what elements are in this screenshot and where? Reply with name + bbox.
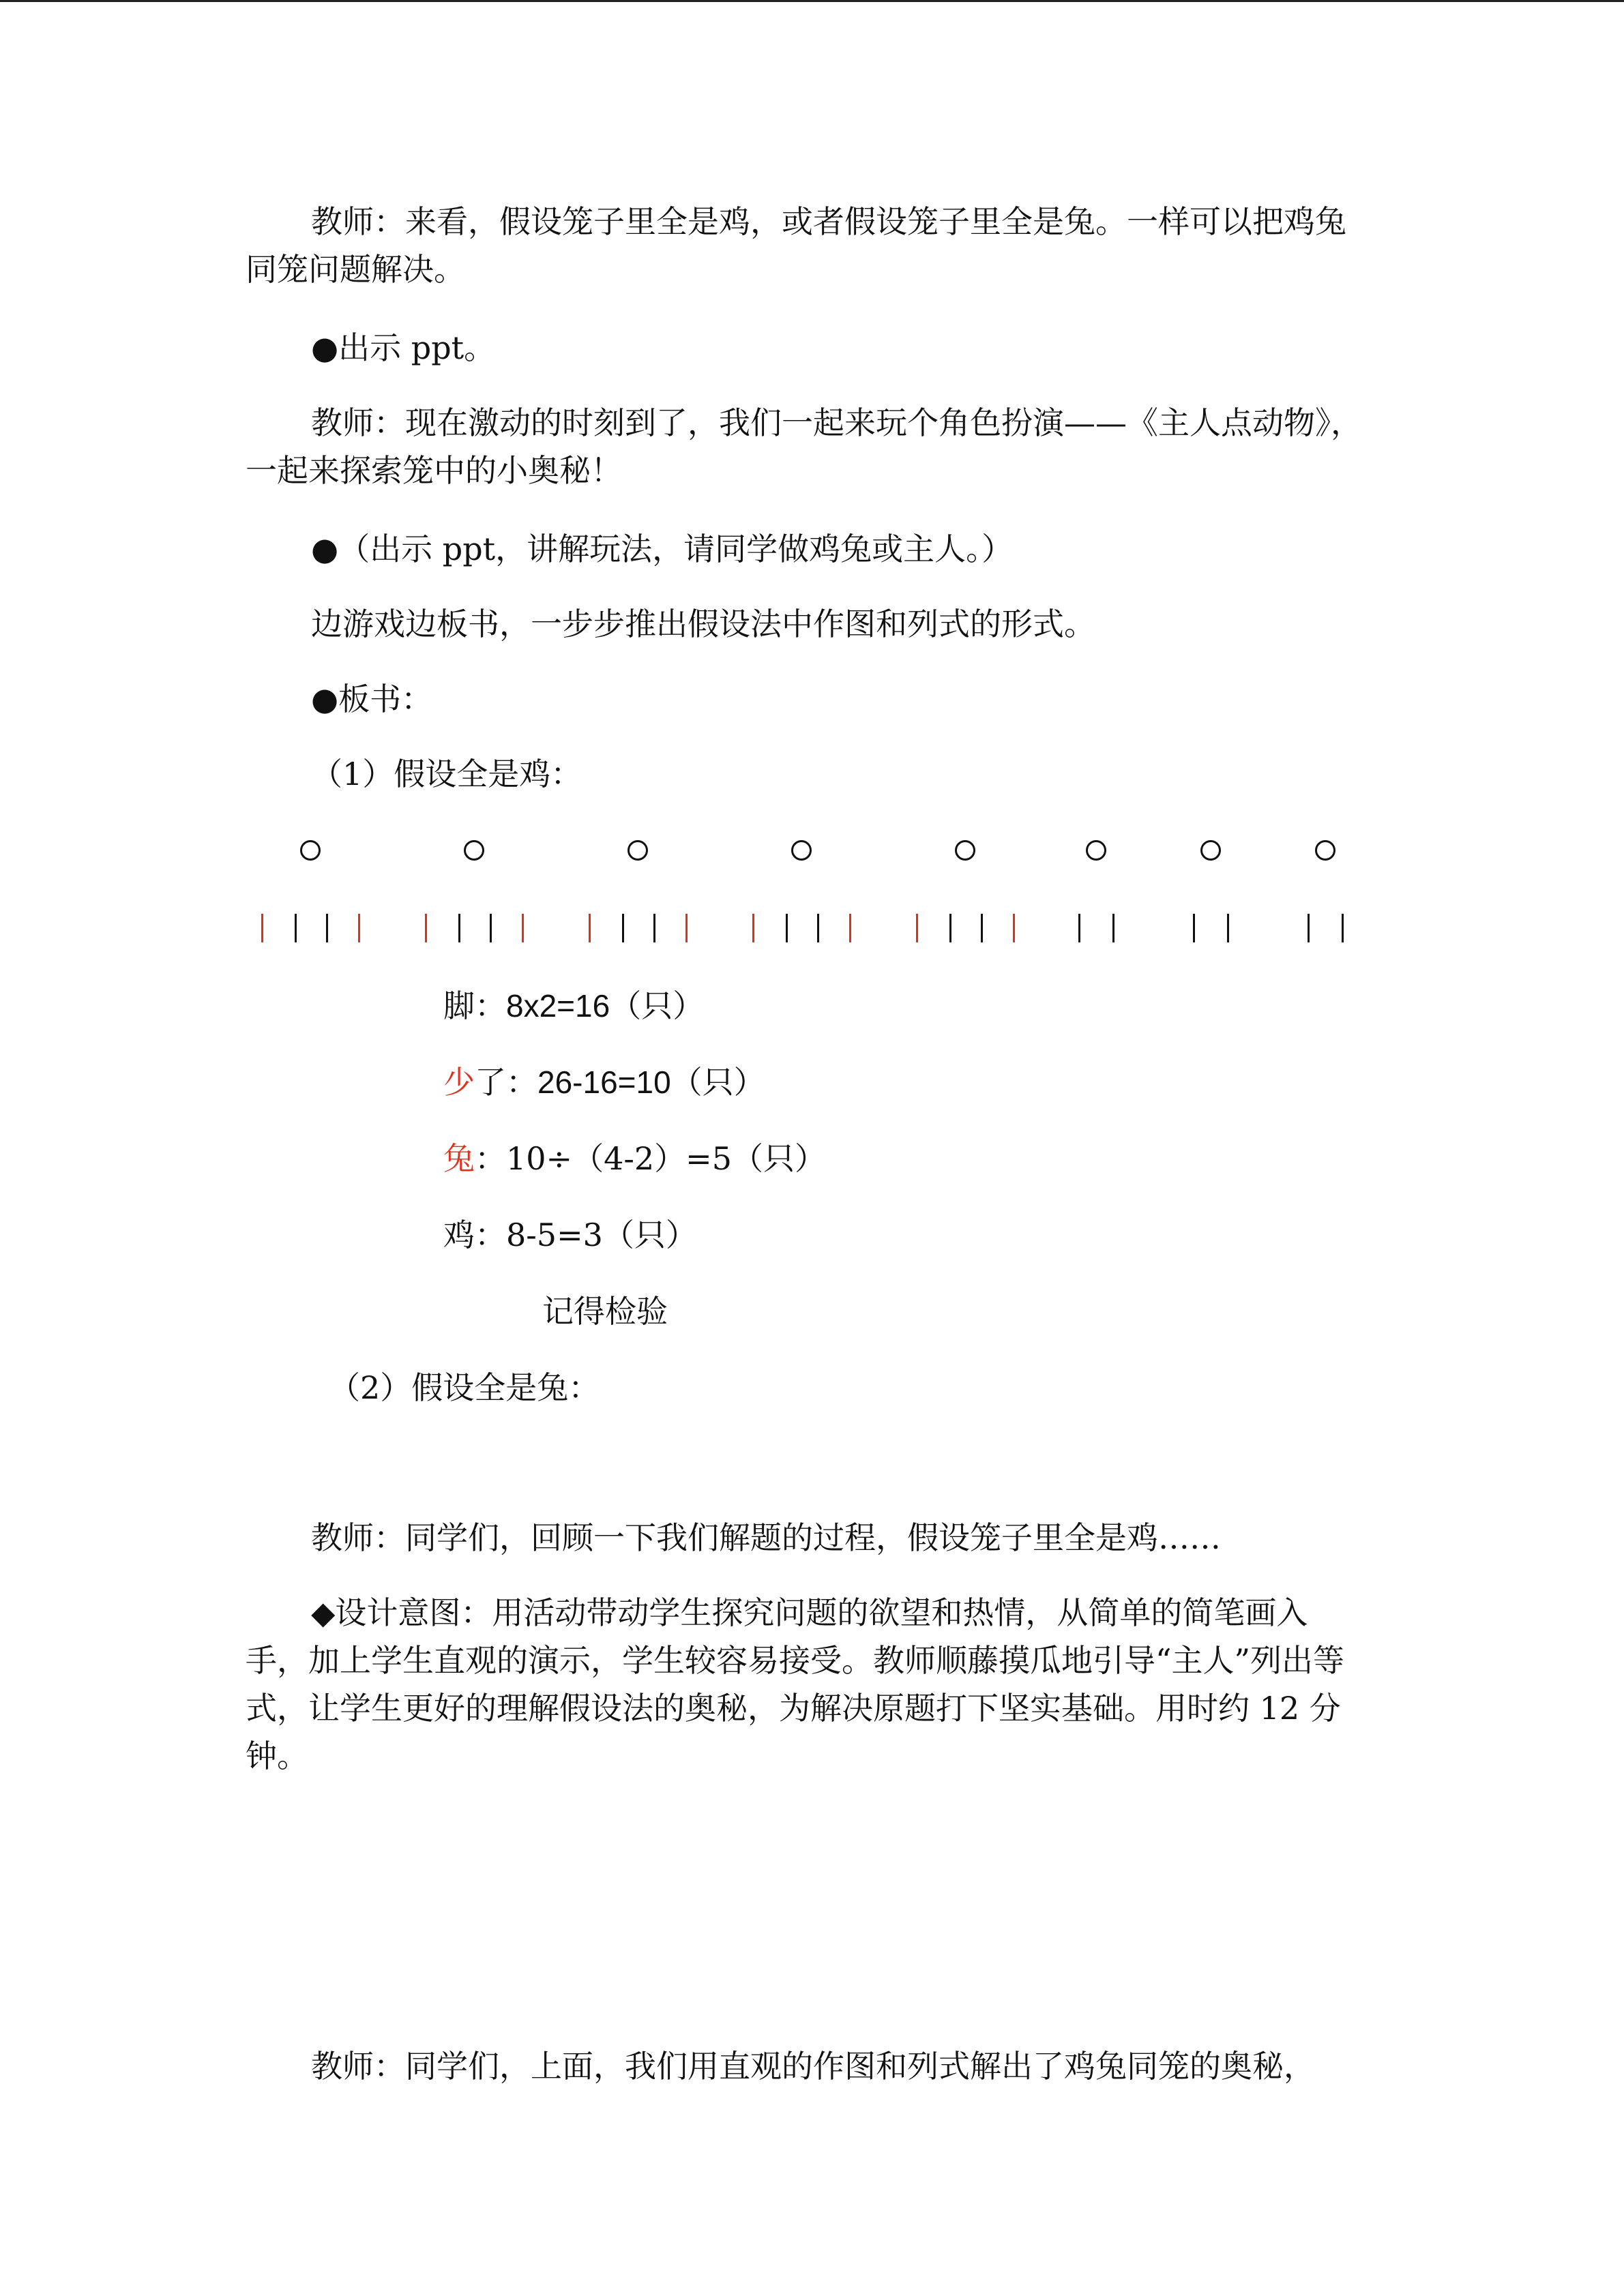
extra-rabbit-leg: [261, 914, 263, 942]
leg-stroke: [817, 914, 819, 942]
leg-stroke: [1193, 914, 1195, 942]
leg-stroke: [295, 914, 297, 942]
leg-stroke: [949, 914, 951, 942]
leg-stroke: [1112, 914, 1114, 942]
extra-rabbit-leg: [916, 914, 918, 942]
equation-feet: 脚：8x2=16（只）: [443, 987, 705, 1024]
paragraph-board-writing-note: 边游戏边板书，一步步推出假设法中作图和列式的形式。: [311, 606, 1095, 642]
bullet-board-writing: ●板书：: [311, 681, 433, 717]
leg-stroke: [326, 914, 328, 942]
leg-stroke: [786, 914, 788, 942]
remember-to-check: 记得检验: [542, 1293, 668, 1330]
bullet-game-instructions: ●（出示 ppt，讲解玩法，请同学做鸡兔或主人。）: [311, 531, 1014, 567]
leg-stroke: [1342, 914, 1344, 942]
heading-assume-rabbits: （2）假设全是兔：: [329, 1369, 600, 1406]
leg-stroke: [1308, 914, 1310, 942]
equation-chickens: 鸡：8-5=3（只）: [443, 1217, 697, 1253]
leg-stroke: [1227, 914, 1229, 942]
highlight-tu: 兔: [443, 1140, 475, 1177]
extra-rabbit-leg: [1013, 914, 1015, 942]
highlight-shao: 少: [443, 1064, 475, 1101]
animal-head-circle: [1086, 840, 1106, 861]
leg-stroke: [653, 914, 655, 942]
animal-head-circle: [464, 840, 484, 861]
equation-rabbits: 兔：10÷（4-2）=5（只）: [443, 1140, 826, 1177]
animal-head-circle: [628, 840, 648, 861]
extra-rabbit-leg: [752, 914, 754, 942]
animal-head-circle: [955, 840, 975, 861]
leg-stroke: [458, 914, 460, 942]
leg-stroke: [981, 914, 983, 942]
animal-head-circle: [791, 840, 812, 861]
extra-rabbit-leg: [425, 914, 427, 942]
leg-stroke: [622, 914, 624, 942]
extra-rabbit-leg: [849, 914, 851, 942]
paragraph-design-intent: ◆设计意图：用活动带动学生探究问题的欲望和热情，从简单的简笔画入手，加上学生直观的演示，学生较容易接受。教师顺藤摸瓜地引导“主人”列出等式，让学生更好的理解假设法的奥秘，为解决原题打下坚实基础。用时约 12 分钟。: [246, 1594, 1345, 1774]
leg-stroke: [490, 914, 492, 942]
bullet-show-ppt: ●出示 ppt。: [311, 329, 496, 366]
paragraph-conclusion: 教师：同学们，上面，我们用直观的作图和列式解出了鸡兔同笼的奥秘，: [311, 2048, 1315, 2085]
heading-assume-chickens: （1）假设全是鸡：: [311, 756, 582, 792]
animal-head-circle: [300, 840, 321, 861]
page-top-border: [0, 0, 1624, 2]
animal-head-circle: [1200, 840, 1221, 861]
animal-head-circle: [1315, 840, 1335, 861]
leg-stroke: [1078, 914, 1080, 942]
extra-rabbit-leg: [358, 914, 360, 942]
extra-rabbit-leg: [685, 914, 688, 942]
extra-rabbit-leg: [522, 914, 524, 942]
equation-missing-feet: 少了：26-16=10（只）: [443, 1064, 765, 1101]
paragraph-teacher-intro: 教师：来看，假设笼子里全是鸡，或者假设笼子里全是兔。一样可以把鸡兔同笼问题解决。: [246, 203, 1346, 288]
paragraph-review: 教师：同学们，回顾一下我们解题的过程，假设笼子里全是鸡……: [311, 1519, 1221, 1556]
paragraph-role-play: 教师：现在激动的时刻到了，我们一起来玩个角色扮演——《主人点动物》，一起来探索笼中的小奥秘！: [246, 404, 1362, 489]
extra-rabbit-leg: [589, 914, 591, 942]
